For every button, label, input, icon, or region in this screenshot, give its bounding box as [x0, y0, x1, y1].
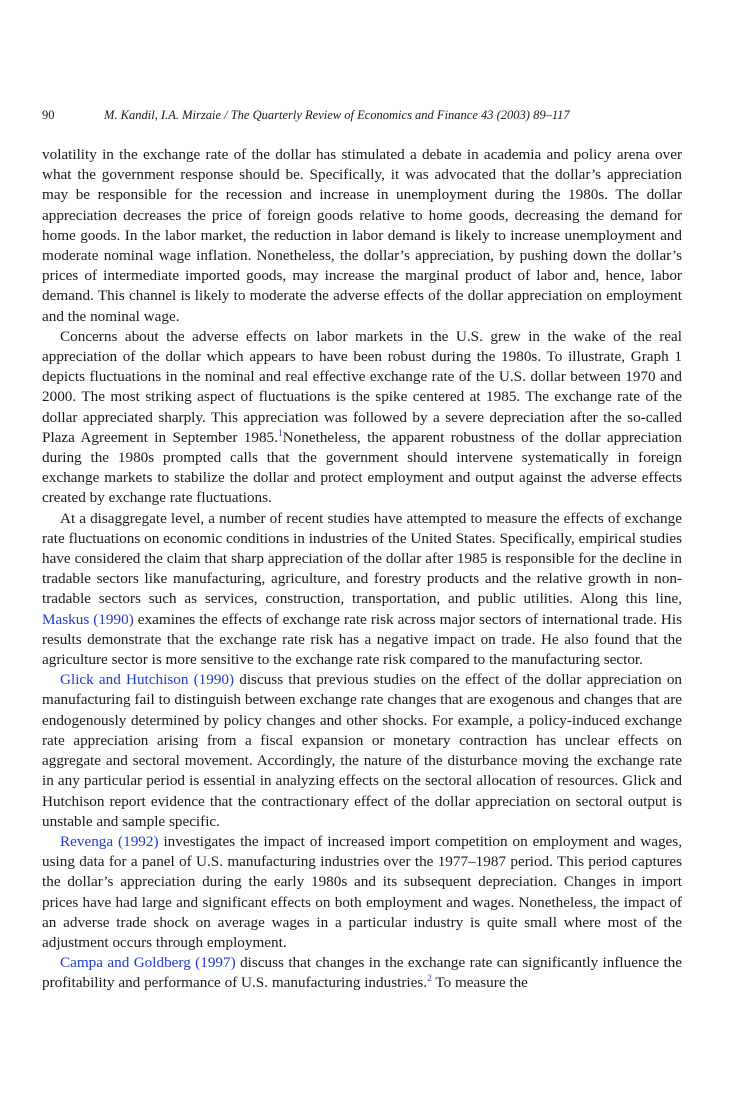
- paragraph-3-text-a: At a disaggregate level, a number of recent studies have attempted to measure the effects of exchange rate fluctuations on economic conditions in industries of the United States. Specifically, empirical studies have considered the claim that sharp appreciation of the dollar after 1985 is responsible for the decline in tradable sectors like manufacturing, agriculture, and forestry products and the relative growth in non-tradable sectors such as services, construction, transportation, and public utilities. Along this line,: [42, 509, 682, 608]
- citation-revenga-1992[interactable]: Revenga (1992): [60, 832, 159, 850]
- paragraph-6-text-b: To measure the: [431, 974, 528, 992]
- paragraph-5: [42, 832, 682, 953]
- paragraph-5-text: investigates the impact of increased import competition on employment and wages, using data for a panel of U.S. manufacturing industries over the 1977–1987 period. This period captures the dollar’s appreciation during the early 1980s and its subsequent depreciation. Changes in import prices have had large and significant effects on both employment and wages. Nonetheless, the impact of an adverse trade shock on average wages in a particular industry is quite small where most of the adjustment occurs through employment.: [42, 832, 682, 951]
- footnote-2-link[interactable]: 2: [427, 974, 432, 985]
- paragraph-3-text-b: examines the effects of exchange rate risk across major sectors of international trade. His results demonstrate that the exchange rate risk has a negative impact on trade. He also found that the agriculture sector is more sensitive to the exchange rate risk compared to the manufacturing sector.: [42, 610, 682, 669]
- citation-campa-goldberg-1997[interactable]: Campa and Goldberg (1997): [60, 954, 236, 972]
- running-title: M. Kandil, I.A. Mirzaie / The Quarterly Review of Economics and Finance 43 (2003) 89–117: [104, 108, 570, 122]
- article-body: [42, 145, 682, 994]
- paragraph-4-text: discuss that previous studies on the effect of the dollar appreciation on manufacturing fail to distinguish between exchange rate changes that are exogenous and changes that are endogenously determined by policy changes and other shocks. For example, a policy-induced exchange rate appreciation arising from a fiscal expansion or monetary contraction has unclear effects on aggregate and sectoral movement. Accordingly, the nature of the disturbance moving the exchange rate in any particular period is essential in analyzing effects on the sectoral allocation of resources. Glick and Hutchison report evidence that the contractionary effect of the dollar appreciation on sectoral output is unstable and sample specific.: [42, 671, 683, 830]
- citation-glick-hutchison-1990[interactable]: Glick and Hutchison (1990): [60, 671, 235, 689]
- paragraph-6-text-a: discuss that changes in the exchange rate can significantly influence the profitability and performance of U.S. manufacturing industries.: [42, 954, 682, 992]
- paragraph-6: [42, 953, 682, 993]
- paragraph-2-text-b: Nonetheless, the apparent robustness of the dollar appreciation during the 1980s prompted calls that the government should intervene systematically in foreign exchange markets to stabilize the dollar and protect employment and output against the adverse effects created by exchange rate fluctuations.: [42, 428, 682, 507]
- paragraph-1: [42, 145, 682, 327]
- paragraph-3: [42, 509, 682, 671]
- paragraph-2-text-a: Concerns about the adverse effects on labor markets in the U.S. grew in the wake of the real appreciation of the dollar which appears to have been robust during the 1980s. To illustrate, Graph 1 depicts fluctuations in the nominal and real effective exchange rate of the U.S. dollar between 1970 and 2000. The most striking aspect of fluctuations is the spike centered at 1985. The exchange rate of the dollar appreciated sharply. This appreciation was followed by a severe depreciation after the so-called Plaza Agreement in September 1985.: [42, 327, 682, 446]
- footnote-1-link[interactable]: 1: [277, 428, 283, 439]
- citation-maskus-1990[interactable]: Maskus (1990): [42, 610, 134, 628]
- paragraph-4: [42, 670, 682, 832]
- running-header: [42, 106, 682, 124]
- paragraph-2: [42, 327, 682, 509]
- paragraph-1-text: volatility in the exchange rate of the dollar has stimulated a debate in academia and policy arena over what the government response should be. Specifically, it was advocated that the dollar’s appreciation may be responsible for the recession and increase in unemployment during the 1980s. The dollar appreciation decreases the price of foreign goods relative to home goods, decreasing the demand for home goods. In the labor market, the reduction in labor demand is likely to increase unemployment and moderate nominal wage inflation. Nonetheless, the dollar’s appreciation, by pushing down the dollar’s prices of intermediate imported goods, may increase the marginal product of labor and, hence, labor demand. This channel is likely to moderate the adverse effects of the dollar appreciation on employment and the nominal wage.: [42, 146, 682, 325]
- page-number: 90: [42, 108, 55, 122]
